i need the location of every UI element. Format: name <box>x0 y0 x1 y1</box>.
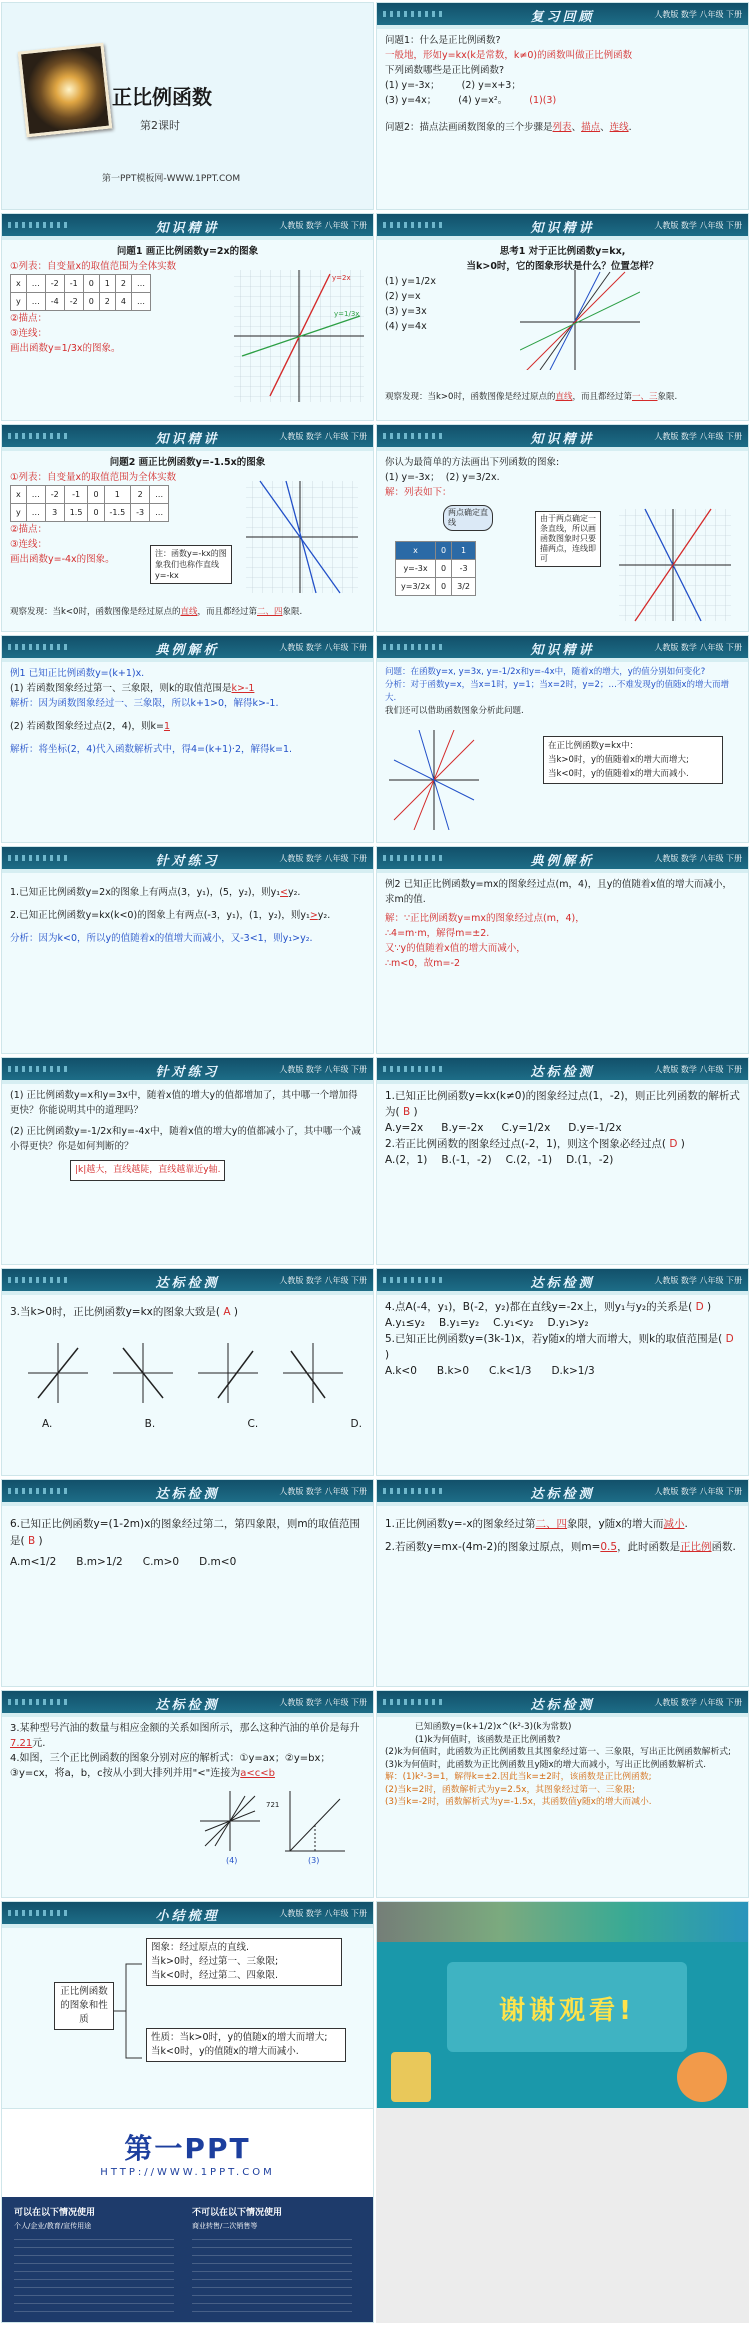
option: D.k>1/3 <box>551 1365 595 1377</box>
slide-thanks <box>376 1901 749 2109</box>
table-cell: … <box>131 275 150 293</box>
table-cell: 0 <box>83 293 99 311</box>
option: A. <box>42 1418 53 1430</box>
table-cell: 0 <box>83 275 99 293</box>
t2-options <box>18 1333 358 1413</box>
table-cell: 1 <box>104 486 131 504</box>
slide-knowledge-1: 知识精讲 人教版 数学 八年级 下册 问题1 画正比例函数y=2x的图象 ①列表：自变量x的取值范围为全体实数 x … -2 -1 0 1 2 … y … -4 -2 0 2 4 … ②描点： ③连线： 画出函数y=1/3x的图象。 y=2x y=1/3x <box>1 213 374 421</box>
option: B.y₁=y₂ <box>438 1317 480 1329</box>
table-cell: -1 <box>64 486 88 504</box>
table-cell: y=-3x <box>396 560 436 578</box>
table-cell: 4 <box>115 293 131 311</box>
table-cell: … <box>26 486 45 504</box>
option: A.(2，1) <box>385 1154 428 1166</box>
slide-test-2: 达标检测 人教版 数学 八年级 下册 3.当k>0时，正比例函数y=kx的图象大致是( A ) A. B. C. D. <box>1 1268 374 1476</box>
table-cell: 1 <box>99 275 115 293</box>
review-definition: 一般地，形如y=kx(k是常数，k≠0)的函数叫做正比例函数 <box>385 50 633 61</box>
k1-title: 问题1 画正比例函数y=2x的图象 <box>116 246 259 257</box>
option: A.k<0 <box>385 1365 417 1377</box>
svg-text:y=1/3x: y=1/3x <box>334 310 360 318</box>
table-cell: 2 <box>131 486 150 504</box>
option: D.m<0 <box>199 1556 237 1568</box>
option: D.(1，-2) <box>566 1154 614 1166</box>
slide-example-2: 典例解析 人教版 数学 八年级 下册 例2 已知正比例函数y=mx的图象经过点(m，4)，且y的值随着x值的增大而减小，求m的值. 解：∵正比例函数y=mx的图象经过点(m，4)， ∴4=m·m，解得m=±2. 又∵y的值随着x值的增大而减小， ∴m<0，故m=-2 <box>376 846 749 1054</box>
table-cell: 0 <box>436 560 452 578</box>
k3-note: 注：函数y=-kx的图象我们也称作直线y=-kx <box>150 545 232 584</box>
table-cell: y <box>11 293 27 311</box>
k4-bubble1: 两点确定直线 <box>443 505 493 531</box>
slide-practice-1: 针对练习 人教版 数学 八年级 下册 1.已知正比例函数y=2x的图象上有两点(3，y₁)，(5，y₂)，则y₁<y₂. 2.已知正比例函数y=kx(k<0)的图象上有两点(-3，y₁)，(1，y₂)，则y₁>y₂. 分析：因为k<0，所以y的值随着x的值增大而减小，又-3<1，则y₁>y₂. <box>1 846 374 1054</box>
option: C.(2，-1) <box>505 1154 553 1166</box>
table-cell: … <box>26 293 45 311</box>
option: C.k<1/3 <box>489 1365 532 1377</box>
review-q1: 问题1：什么是正比例函数? <box>385 35 501 46</box>
summary-image: 图象：经过原点的直线. 当k>0时，经过第一、三象限; 当k<0时，经过第二、四象限. <box>146 1938 342 1986</box>
table-cell: x <box>11 275 27 293</box>
slide-brand: 第一PPT HTTP://WWW.1PPT.COM 可以在以下情况使用 不可以在以下情况使用 个人/企业/教育/宣传用途 商业转售/二次销售等 <box>1 2108 374 2323</box>
brand-url: HTTP://WWW.1PPT.COM <box>100 2167 275 2178</box>
table-cell: x <box>11 486 27 504</box>
header-meta: 人教版 数学 八年级 下册 <box>654 10 742 19</box>
table-cell: 0 <box>88 486 104 504</box>
t6-figures <box>190 1787 350 1867</box>
option: A.y₁≤y₂ <box>385 1317 425 1329</box>
review-q1b: 下列函数哪些是正比例函数? <box>385 65 505 76</box>
k4-table <box>395 541 476 596</box>
slide-knowledge-3: 知识精讲 人教版 数学 八年级 下册 问题2 画正比例函数y=-1.5x的图象 ①列表：自变量x的取值范围为全体实数 x … -2 -1 0 1 2 … y … 3 1.5 0 -1.5 -3 … ②描点： ③连线： 画出函数y=-4x的图象。 注：函数y=-kx的图象我们也称作直线y=-kx 观察发现：当k<0时，函数图像是经过原点的直线，而且都经过第二、四象限. <box>1 424 374 632</box>
option: C.y=1/2x <box>501 1122 551 1134</box>
cover-subtitle: 第2课时 <box>140 119 180 132</box>
k4-graph <box>615 505 735 625</box>
option: B. <box>144 1418 156 1430</box>
slide-header <box>377 3 748 25</box>
option: B.y=-2x <box>441 1122 484 1134</box>
slide-knowledge-5: 知识精讲 人教版 数学 八年级 下册 问题：在函数y=x, y=3x, y=-1/2x和y=-4x中，随着x的增大，y的值分别如何变化? 分析：对于函数y=x，当x=1时，y=1；当x=2时，y=2；…不难发现y的值随x的增大而增大. 我们还可以借助函数图象分析此问题. 在正比例函数y=kx中： 当k>0时，y的值随着x的增大而增大; 当k<0时，y的值随着x的增大而减小. <box>376 635 749 843</box>
option: B.(-1，-2) <box>441 1154 492 1166</box>
table-cell: 3/2 <box>452 578 476 596</box>
cover-site: 第一PPT模板网-WWW.1PPT.COM <box>102 174 241 184</box>
option: C.m>0 <box>142 1556 180 1568</box>
table-cell: -2 <box>64 293 83 311</box>
slide-test-5: 达标检测 人教版 数学 八年级 下册 1.正比例函数y=-x的图象经过第二、四象限，y随x的增大而减小. 2.若函数y=mx-(4m-2)的图象过原点，则m=0.5，此时函数是正比例函数. <box>376 1479 749 1687</box>
slide-summary: 小结梳理 人教版 数学 八年级 下册 正比例函数的图象和性质 图象：经过原点的直线. 当k>0时，经过第一、三象限; 当k<0时，经过第二、四象限. 性质：当k>0时，y的值随x的增大而增大; 当k<0时，y的值随x的增大而减小. <box>1 1901 374 2109</box>
table-cell: … <box>150 504 169 522</box>
option: B.m>1/2 <box>76 1556 123 1568</box>
svg-text:721: 721 <box>266 1801 280 1809</box>
slide-test-1: 达标检测 人教版 数学 八年级 下册 1.已知正比例函数y=kx(k≠0)的图象经过点(1，-2)，则正比列函数的解析式为( B ) A.y=2x B.y=-2x C.y=1/2x D.y=-1/2x 2.若正比例函数的图象经过点(-2，1)，则这个图象必经过点( D ) A.(2，1) B.(-1，-2) C.(2，-1) D.(1，-2) <box>376 1057 749 1265</box>
k2-graph <box>520 270 640 370</box>
k5-box: 在正比例函数y=kx中： 当k>0时，y的值随着x的增大而增大; 当k<0时，y的值随着x的增大而减小. <box>543 736 723 784</box>
table-cell: -4 <box>45 293 64 311</box>
summary-property: 性质：当k>0时，y的值随x的增大而增大; 当k<0时，y的值随x的增大而减小. <box>146 2028 346 2062</box>
table-cell: y <box>11 504 27 522</box>
child-icon <box>677 2052 727 2102</box>
table-cell: 0 <box>436 578 452 596</box>
svg-text:y=2x: y=2x <box>332 274 351 282</box>
empty-slide <box>376 2108 749 2323</box>
lamp-image <box>18 43 113 138</box>
table-cell: -1.5 <box>104 504 131 522</box>
table-cell: 0 <box>88 504 104 522</box>
table-cell: -1 <box>64 275 83 293</box>
table-cell: … <box>26 275 45 293</box>
option: D. <box>350 1418 362 1430</box>
table-cell: 0 <box>436 542 452 560</box>
books-icon <box>391 2052 431 2102</box>
slide-example-1: 典例解析 人教版 数学 八年级 下册 例1 已知正比例函数y=(k+1)x. (1) 若函数图象经过第一、三象限，则k的取值范围是k>-1 解析：因为函数图象经过一、三象限，所以k+1>0，解得k>-1. (2) 若函数图象经过点(2，4)，则k=1 解析：将坐标(2，4)代入函数解析式中，得4=(k+1)·2，解得k=1. <box>1 635 374 843</box>
thanks-board <box>447 1962 687 2052</box>
slide-test-3: 达标检测 人教版 数学 八年级 下册 4.点A(-4，y₁)，B(-2，y₂)都在直线y=-2x上，则y₁与y₂的关系是( D ) A.y₁≤y₂ B.y₁=y₂ C.y₁<y₂ D.y₁>y₂ 5.已知正比例函数y=(3k-1)x，若y随x的增大而增大，则k的取值范围是( D ) A.k<0 B.k>0 C.k<1/3 D.k>1/3 <box>376 1268 749 1476</box>
thanks-word: 谢谢观看! <box>499 1996 635 2026</box>
slide-test-4: 达标检测 人教版 数学 八年级 下册 6.已知正比例函数y=(1-2m)x的图象经过第二，第四象限，则m的取值范围是( B ) A.m<1/2 B.m>1/2 C.m>0 D.m<0 <box>1 1479 374 1687</box>
k3-graph <box>242 477 362 597</box>
table-cell: 1 <box>452 542 476 560</box>
table-cell: y=3/2x <box>396 578 436 596</box>
cover-title: 正比例函数 <box>112 85 212 109</box>
p2-hint: |k|越大，直线越陡，直线越靠近y轴. <box>70 1160 225 1181</box>
option: C.y₁<y₂ <box>493 1317 534 1329</box>
table-cell: -3 <box>131 504 150 522</box>
k1-graph <box>230 266 368 406</box>
slide-review: 复习回顾 人教版 数学 八年级 下册 问题1：什么是正比例函数? 一般地，形如y=kx(k是常数，k≠0)的函数叫做正比例函数 下列函数哪些是正比例函数? (1) y=-3x； (2) y=x+3； (3) y=4x； (4) y=x²。 (1)(3) 问题2：描点法画函数图象的三个步骤是列表、描点、连线. <box>376 2 749 210</box>
k5-graph <box>389 730 479 830</box>
k4-bubble2: 由于两点确定一条直线，所以画函数图象时只要描两点，连线即可 <box>535 511 601 567</box>
table-cell: … <box>131 293 150 311</box>
k1-table <box>10 274 151 311</box>
slide-test-7: 达标检测 人教版 数学 八年级 下册 已知函数y=(k+1/2)x^(k²-3)(k为常数) (1)k为何值时，该函数是正比例函数? (2)k为何值时，此函数为正比例函数且其图象经过第一、三象限，写出正比例函数解析式; (3)k为何值时，此函数为正比例函数且y随x的增大而减小，写出正比例函数解析式. 解：(1)k²-3=1，解得k=±2.因此当k=±2时，该函数是正比例函数; (2)当k=2时，函数解析式为y=2.5x，其图象经过第一、三象限; (3)当k=-2时，函数解析式为y=-1.5x，其函数值y随x的增大而减小. <box>376 1690 749 1898</box>
option: A.y=2x <box>385 1122 424 1134</box>
option: D.y=-1/2x <box>568 1122 622 1134</box>
table-cell: 3 <box>45 504 64 522</box>
slide-test-6: 达标检测 人教版 数学 八年级 下册 3.某种型号汽油的数量与相应金额的关系如图所示，那么这种汽油的单价是每升7.21元. 4.如图，三个正比例函数的图象分别对应的解析式：①y=ax；②y=bx；③y=cx，将a，b，c按从小到大排列并用"<"连接为a<c<b (4) (3) 721 <box>1 1690 374 1898</box>
review-answer: (1)(3) <box>529 95 557 106</box>
summary-root: 正比例函数的图象和性质 <box>54 1982 114 2030</box>
table-cell: -2 <box>45 486 64 504</box>
slide-cover <box>1 2 374 210</box>
table-cell: … <box>150 486 169 504</box>
option: C. <box>247 1418 259 1430</box>
svg-text:(4): (4) <box>226 1856 238 1865</box>
option: B.k>0 <box>436 1365 470 1377</box>
k3-table <box>10 485 169 522</box>
table-cell: x <box>396 542 436 560</box>
brand-logo: 第一PPT <box>124 2132 251 2165</box>
table-cell: -3 <box>452 560 476 578</box>
option: D.y₁>y₂ <box>547 1317 589 1329</box>
slide-practice-2: 针对练习 人教版 数学 八年级 下册 (1) 正比例函数y=x和y=3x中，随着x值的增大y的值都增加了，其中哪一个增加得更快？你能说明其中的道理吗？ (2) 正比例函数y=-1/2x和y=-4x中，随着x值的增大y的值都减小了，其中哪一个减小得更快？你是如何判断的？ |k|越大，直线越陡，直线越靠近y轴. <box>1 1057 374 1265</box>
option: A.m<1/2 <box>10 1556 57 1568</box>
slide-knowledge-4: 知识精讲 人教版 数学 八年级 下册 你认为最简单的方法画出下列函数的图象: (1) y=-3x； (2) y=3/2x. 解：列表如下： 两点确定直线 由于两点确定一条直线，所以画函数图象时只要描两点，连线即可 x 0 1 y=-3x 0 -3 y=3/2x 0 3/2 <box>376 424 749 632</box>
table-cell: 2 <box>115 275 131 293</box>
svg-text:(3): (3) <box>308 1856 320 1865</box>
table-cell: -2 <box>45 275 64 293</box>
header-title: 复习回顾 <box>530 10 595 25</box>
table-cell: 1.5 <box>64 504 88 522</box>
table-cell: … <box>26 504 45 522</box>
slide-knowledge-2: 知识精讲 人教版 数学 八年级 下册 思考1 对于正比例函数y=kx, 当k>0时，它的图象形状是什么？位置怎样？ (1) y=1/2x (2) y=x (3) y=3x (4) y=4x 观察发现：当k>0时，函数图像是经过原点的直线，而且都经过第一、三象限. <box>376 213 749 421</box>
table-cell: 2 <box>99 293 115 311</box>
